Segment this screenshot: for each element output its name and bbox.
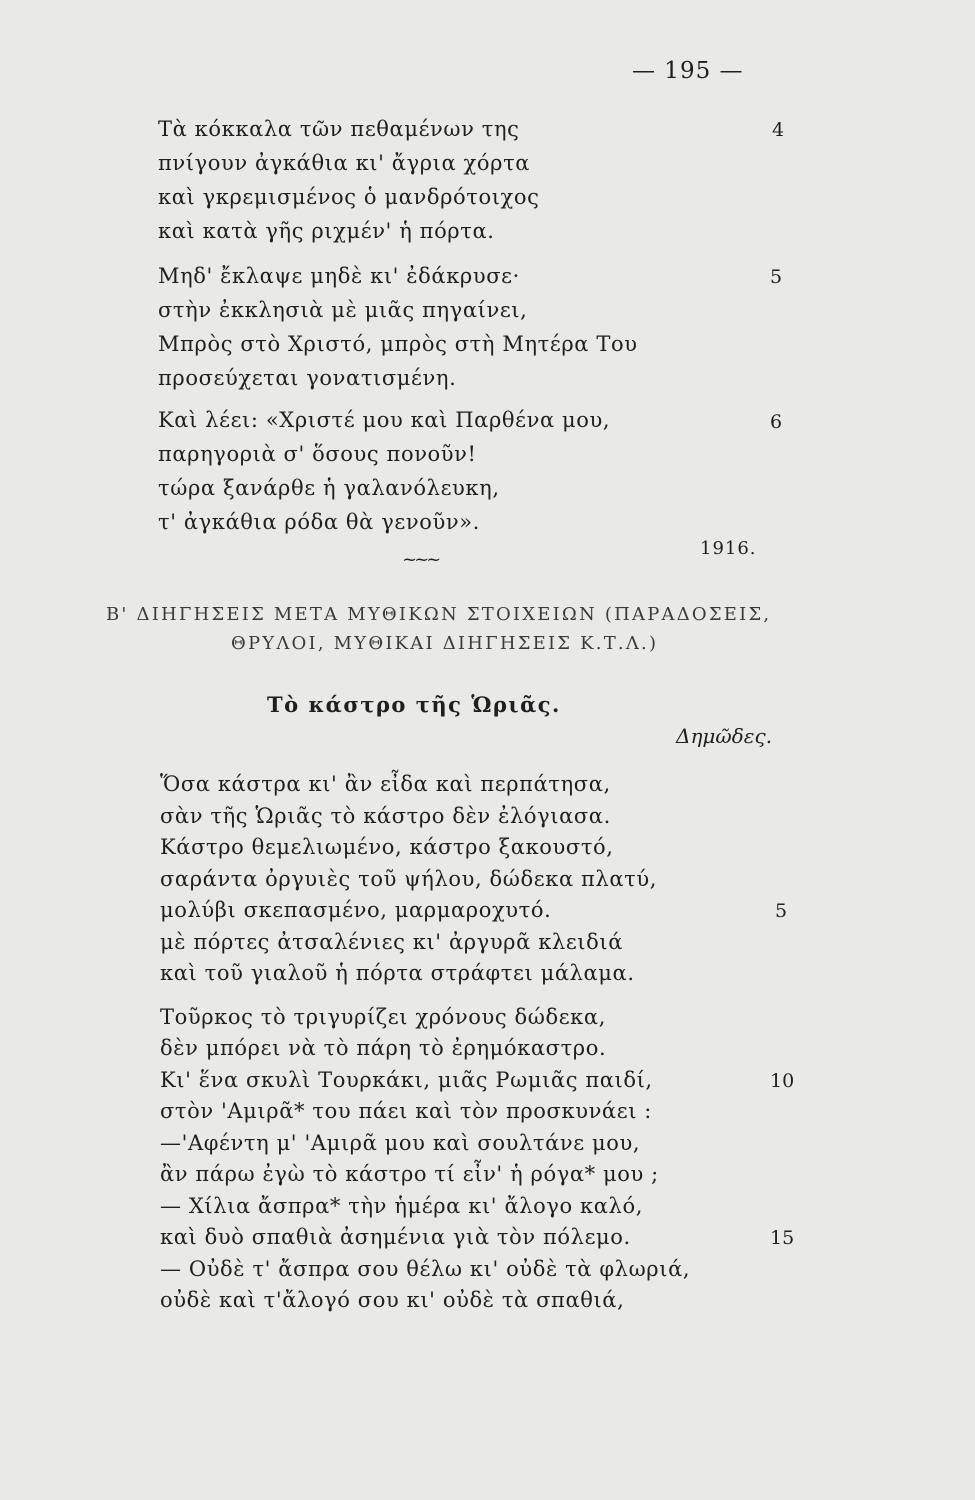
stanza-number: 4: [772, 119, 785, 141]
poem-line: καὶ δυὸ σπαθιὰ ἀσημένια γιὰ τὸν πόλεμο.: [160, 1225, 631, 1249]
stanza-number: 6: [770, 411, 783, 433]
poem-line: Τοῦρκος τὸ τριγυρίζει χρόνους δώδεκα,: [160, 1004, 606, 1029]
poem-line: ἂν πάρω ἐγὼ τὸ κάστρο τί εἶν' ἡ ρόγα* μου ;: [160, 1162, 659, 1186]
poem-line: σὰν τῆς Ὡριᾶς τὸ κάστρο δὲν ἐλόγιασα.: [160, 803, 611, 828]
line-number: 15: [770, 1227, 795, 1249]
poem-line: Ὅσα κάστρα κι' ἂν εἶδα καὶ περπάτησα,: [160, 772, 611, 796]
page-number: — 195 —: [632, 58, 744, 84]
poem-year: 1916.: [700, 538, 757, 559]
poem-line: παρηγοριὰ σ' ὅσους πονοῦν!: [158, 442, 477, 466]
poem-line: Μπρὸς στὸ Χριστό, μπρὸς στὴ Μητέρα Του: [158, 332, 638, 356]
section-divider: ~~~: [402, 549, 439, 570]
poem-genre: Δημῶδες.: [676, 724, 773, 748]
poem-line: καὶ γκρεμισμένος ὁ μανδρότοιχος: [158, 185, 540, 209]
poem-line: Καὶ λέει: «Χριστέ μου καὶ Παρθένα μου,: [158, 408, 611, 432]
poem-line: καὶ κατὰ γῆς ριχμέν' ἡ πόρτα.: [158, 219, 495, 243]
stanza-number: 5: [770, 266, 783, 288]
section-heading-line2: ΘΡΥΛΟΙ, ΜΥΘΙΚΑΙ ΔΙΗΓΗΣΕΙΣ Κ.Τ.Λ.): [231, 633, 659, 654]
poem-line: Κάστρο θεμελιωμένο, κάστρο ξακουστό,: [160, 835, 614, 859]
poem-line: τώρα ξανάρθε ἡ γαλανόλευκη,: [158, 476, 500, 500]
poem-line: Τὰ κόκκαλα τῶν πεθαμένων της: [158, 117, 520, 141]
poem-line: Κι' ἕνα σκυλὶ Τουρκάκι, μιᾶς Ρωμιᾶς παιδί,: [160, 1067, 653, 1092]
poem-line: μολύβι σκεπασμένο, μαρμαροχυτό.: [160, 898, 552, 922]
poem-line: οὐδὲ καὶ τ'ἄλογό σου κι' οὐδὲ τὰ σπαθιά,: [160, 1288, 625, 1312]
line-number: 10: [770, 1069, 795, 1092]
poem-line: δὲν μπόρει νὰ τὸ πάρη τὸ ἐρημόκαστρο.: [160, 1036, 607, 1060]
poem-line: στὴν ἐκκλησιὰ μὲ μιᾶς πηγαίνει,: [158, 298, 528, 322]
poem-line: — Οὐδὲ τ' ἄσπρα σου θέλω κι' οὐδὲ τὰ φλωριά,: [160, 1256, 691, 1281]
poem-line: Μηδ' ἔκλαψε μηδὲ κι' ἐδάκρυσε·: [158, 264, 520, 288]
poem-line: τ' ἀγκάθια ρόδα θὰ γενοῦν».: [158, 510, 480, 534]
poem-line: σαράντα ὀργυιὲς τοῦ ψήλου, δώδεκα πλατύ,: [160, 866, 657, 891]
poem-line: πνίγουν ἀγκάθια κι' ἄγρια χόρτα: [158, 151, 531, 175]
poem-line: καὶ τοῦ γιαλοῦ ἡ πόρτα στράφτει μάλαμα.: [160, 961, 635, 985]
poem-line: —'Αφέντη μ' 'Αμιρᾶ μου καὶ σουλτάνε μου,: [160, 1130, 641, 1155]
poem-line: στὸν 'Αμιρᾶ* του πάει καὶ τὸν προσκυνάει :: [160, 1099, 652, 1123]
poem-line: — Χίλια ἄσπρα* τὴν ἡμέρα κι' ἄλογο καλό,: [160, 1193, 643, 1218]
poem-line: μὲ πόρτες ἀτσαλένιες κι' ἀργυρᾶ κλειδιά: [160, 929, 623, 954]
poem-title: Τὸ κάστρο τῆς Ὡριᾶς.: [267, 692, 561, 717]
line-number: 5: [775, 900, 788, 922]
poem-line: προσεύχεται γονατισμένη.: [158, 366, 457, 390]
section-heading-line1: Β' ΔΙΗΓΗΣΕΙΣ ΜΕΤΑ ΜΥΘΙΚΩΝ ΣΤΟΙΧΕΙΩΝ (ΠΑΡΑΔΟΣΕΙΣ,: [106, 604, 772, 625]
